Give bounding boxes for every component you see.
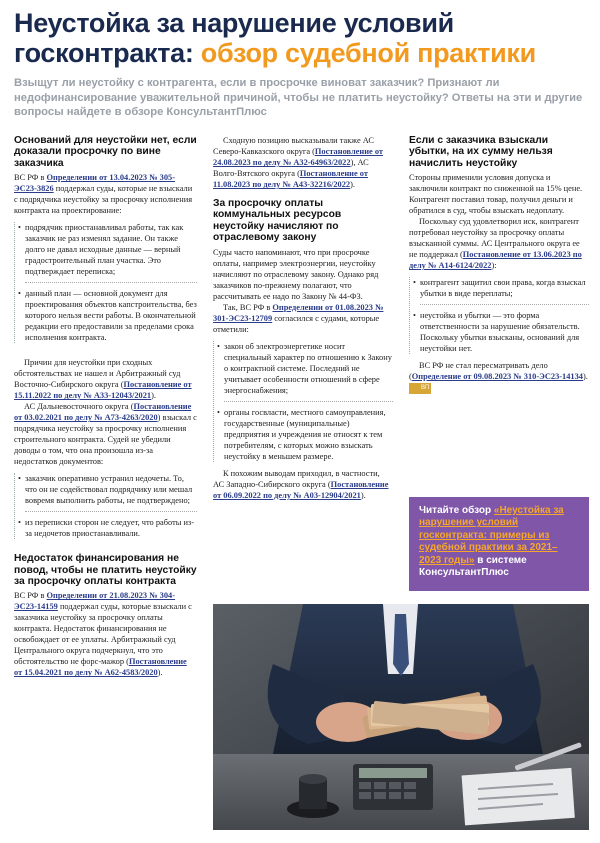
court-ruling-link[interactable]: Постановление от 15.11.2022 по делу № А33-12043/2021 [14, 380, 192, 401]
paragraph [213, 468, 393, 501]
text: ) взыскал с подрядчика неустойку за просрочку исполнения строительного контракта. Судей не убедили доводы о том, что она произошла из-за недостатков документов: [14, 413, 197, 467]
text: поддержал суды, которые не взыскали с подрядчика неустойку за просрочку исполнения контракта на проектирование: [14, 184, 193, 216]
column-1 [14, 135, 197, 678]
text: ), АС Волго-Вятского округа ( [213, 158, 369, 178]
court-ruling-link[interactable]: Определении от 21.08.2023 № 304-ЭС23-14159 [14, 591, 176, 612]
paragraph [14, 401, 197, 467]
bullet-list [213, 341, 393, 462]
article-title [14, 8, 589, 68]
list-item: • заказчик оперативно устранил недочеты. То, что он не содействовал подрядчику или мешал вовремя выполнить работы, не подтверждено; [25, 473, 197, 506]
court-ruling-link[interactable]: Постановление от 06.09.2022 по делу № А03-12904/2021 [213, 479, 389, 500]
promo-tail: в системе КонсультантПлюс [419, 554, 527, 579]
list-item: • контрагент защитил свои права, когда взыскал убытки в виде переплаты; [420, 277, 589, 299]
column-2 [213, 135, 393, 501]
text: Так, ВС РФ в [223, 302, 273, 312]
text: Причин для неустойки при сходных обстоятельствах не нашел и Арбитражный суд Восточно-Сибирского округа ( [14, 358, 181, 390]
section-heading-customer-fault: Оснований для неустойки нет, если доказали просрочку по вине заказчика [14, 135, 197, 169]
section-heading-damages: Если с заказчика взыскали убытки, на их сумму нельзя начислить неустойку [409, 135, 553, 169]
photo-businessman-counting-money [213, 604, 589, 830]
court-ruling-link[interactable]: Определении от 13.04.2023 № 305-ЭС23-3826 [14, 173, 176, 194]
list-item: • органы госвласти, местного самоуправления, государственные (муниципальные) предприятия и учреждения не относят к тем потребителям, с которых можно взыскать неустойку в меньшем размере. [224, 407, 393, 462]
bullet-list [409, 277, 589, 354]
promo-review-link[interactable]: «Неустойка за нарушение условий госконтракта: примеры из судебной практики за 2021–2023 годы» [419, 505, 564, 566]
court-ruling-link[interactable]: Определении от 01.08.2023 № 301-ЭС23-12709 [213, 302, 384, 323]
list-item: • неустойка и убытки — это форма ответственности за нарушение обязательств. Поскольку убытки взысканы, оснований для неустойки нет. [420, 310, 589, 354]
text: ). [350, 180, 355, 189]
court-ruling-link[interactable]: Постановление от 11.08.2023 по делу № А43-32216/2022 [213, 169, 368, 189]
divider [25, 282, 197, 283]
text: ВС РФ в [14, 591, 47, 601]
bullet-list [14, 222, 197, 343]
section-heading-underfunding: Недостаток финансирования не повод, чтобы не платить неустойку за просрочку оплаты контракта [14, 553, 197, 588]
divider [25, 511, 197, 512]
text: АС Дальневосточного округа ( [24, 402, 134, 412]
list-item: • данный план — основной документ для проектирования объектов капстроительства, без которого нельзя вести работы. В окончательной редакции его предоставили за пределами срока исполнения контракта. [25, 288, 197, 343]
text: поддержал суды, которые взыскали с заказчика неустойку за просрочку оплаты контракта. Недостаток финансирования не освобождает от ее уплаты. Арбитражный суд Центрального округа подчеркнул, что это обстоятельство не форс-мажор ( [14, 602, 192, 667]
paragraph [14, 357, 197, 401]
text: ). [157, 668, 163, 678]
divider [224, 401, 393, 402]
end-mark-icon: ВП [409, 383, 431, 394]
promo-box [409, 497, 589, 591]
article-subtitle: Взыщут ли неустойку с контрагента, если в просрочке виноват заказчик? Признают ли недофинансирование уважительной причиной, чтобы не платить неустойку? Ответы на эти и другие вопросы найдете в обзоре КонсультантПлюс [14, 77, 583, 118]
text: ВС РФ в [14, 173, 47, 183]
text: Поскольку суд удовлетворил иск, контрагент потребовал неустойку за просрочку оплаты взысканной суммы. АС Центрального округа ее не поддержал ( [409, 217, 580, 260]
photo-illustration [213, 604, 589, 830]
list-item: • из переписки сторон не следует, что работы из-за недочетов приостанавливали. [25, 517, 197, 539]
text: ). [360, 490, 366, 500]
paragraph [409, 360, 589, 394]
text: согласился с судами, которые отметили: [213, 313, 380, 334]
list-item: • подрядчик приостанавливал работы, так как заказчик не раз изменял задание. Он также долго не давал исходные данные — верный градостроительный план участка. Это подтверждает переписка; [25, 222, 197, 277]
column-3 [409, 135, 589, 394]
court-ruling-link[interactable]: Постановление от 24.08.2023 по делу № А32-64963/2022 [213, 147, 384, 167]
text: ВС РФ не стал пересматривать дело ( [409, 361, 548, 382]
title-main: Неустойка за нарушение условий госконтракта: [14, 8, 454, 68]
court-ruling-link[interactable]: Постановление от 15.04.2021 по делу № А62-4583/2020 [14, 657, 187, 678]
paragraph [213, 302, 393, 335]
paragraph [213, 135, 393, 190]
paragraph [14, 590, 197, 678]
promo-lead: Читайте обзор [419, 505, 494, 516]
section-heading-utilities: За просрочку оплаты коммунальных ресурсов неустойку начисляют по отраслевому закону [213, 198, 342, 244]
divider [420, 304, 589, 305]
court-ruling-link[interactable]: Постановление от 13.06.2023 по делу № А14-6124/2022 [409, 250, 582, 271]
text: К похожим выводам приходил, в частности, АС Западно-Сибирского округа ( [213, 468, 380, 489]
bullet-list [14, 473, 197, 539]
court-ruling-link[interactable]: Определение от 09.08.2023 № 310-ЭС23-14134 [411, 372, 583, 382]
text: Сходную позицию высказывали также АС Северо-Кавказского округа ( [213, 136, 374, 156]
paragraph: Стороны применили условия допуска и заключили контракт по сниженной на 15% цене. Контрагент поставил товар, получил деньги и обратился в суд, чтобы взыскать недоплату. [409, 173, 583, 216]
paragraph: Суды часто напоминают, что при просрочке оплаты, например электроэнергии, неустойку начисляют по отраслевому закону. Однако ряд заказчиков по-прежнему полагают, что рассчитывать ее надо по Закону № 44-ФЗ. [213, 247, 379, 301]
court-ruling-link[interactable]: Постановление от 03.02.2021 по делу № А73-4263/2020 [14, 402, 192, 423]
text: ): [491, 261, 497, 271]
text: ). [151, 391, 156, 401]
text: ). [583, 372, 588, 382]
paragraph [14, 172, 197, 216]
paragraph [409, 216, 589, 271]
list-item: • закон об электроэнергетике носит специальный характер по отношению к Закону о контрактной системе. Последний не учитывает особенности отношений в сфере энергоснабжения; [224, 341, 393, 396]
title-accent: обзор судебной практики [200, 38, 536, 68]
